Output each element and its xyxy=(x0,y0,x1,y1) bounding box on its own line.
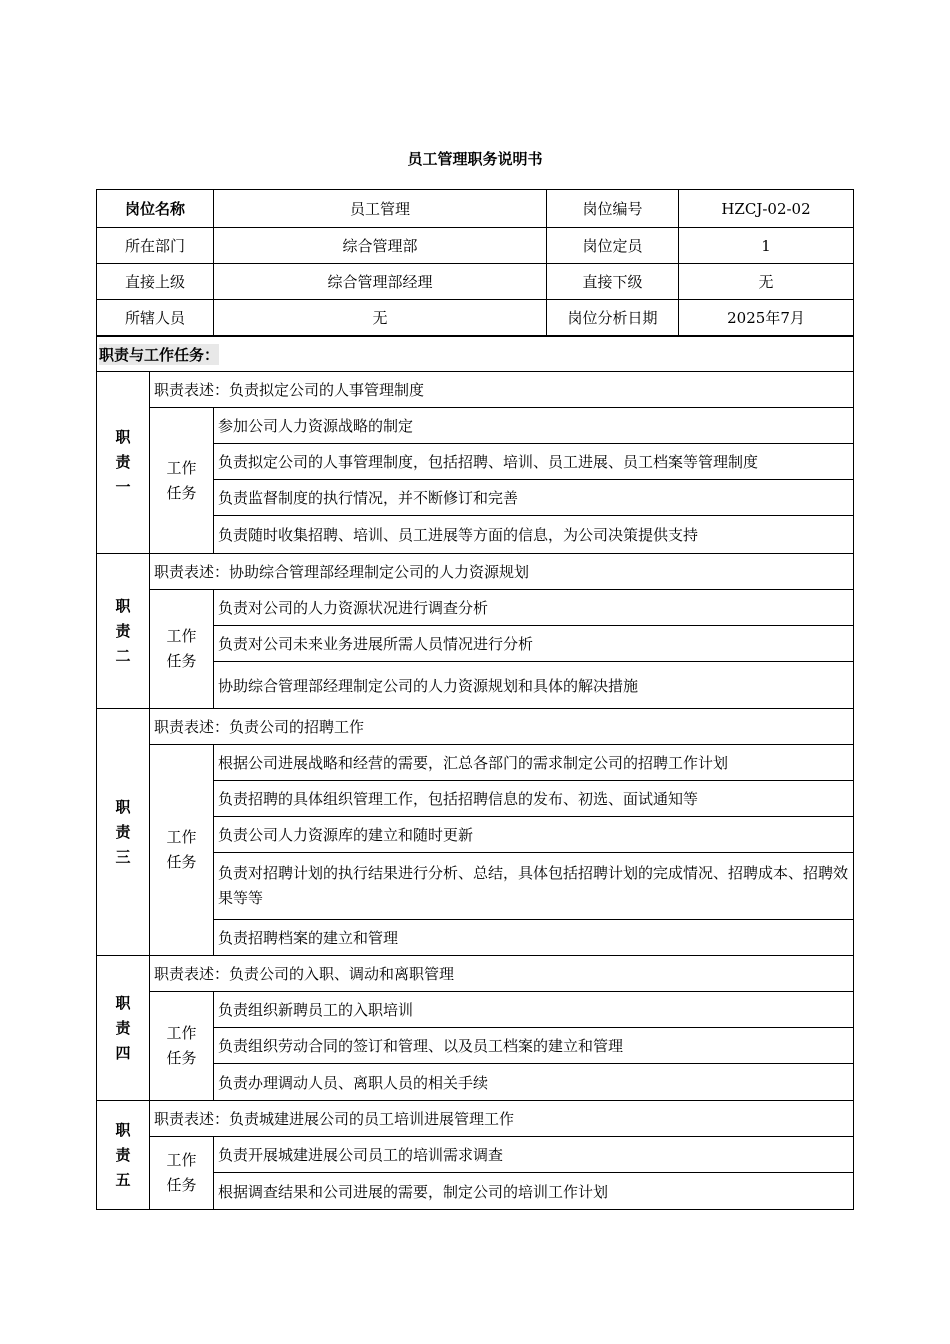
document-title: 员工管理职务说明书 xyxy=(407,150,543,168)
task-label: 工作 任务 xyxy=(150,590,214,709)
analysis-date-value: 2025年7月 xyxy=(679,300,853,336)
subordinate-value: 无 xyxy=(679,264,853,300)
post-code-label: 岗位编号 xyxy=(547,190,679,228)
job-description-table xyxy=(96,189,854,1210)
staff-value: 无 xyxy=(214,300,547,336)
task-label: 工作 任务 xyxy=(150,1137,214,1209)
task-label: 工作 任务 xyxy=(150,408,214,554)
post-name-label: 岗位名称 xyxy=(97,190,214,228)
task-item: 负责招聘的具体组织管理工作，包括招聘信息的发布、初选、面试通知等 xyxy=(214,781,853,817)
duty-label: 职 责 一 xyxy=(97,372,150,554)
subordinate-label: 直接下级 xyxy=(547,264,679,300)
task-item: 负责招聘档案的建立和管理 xyxy=(214,920,853,956)
task-item: 参加公司人力资源战略的制定 xyxy=(214,408,853,444)
task-item: 负责监督制度的执行情况，并不断修订和完善 xyxy=(214,480,853,516)
duty-statement: 职责表述：协助综合管理部经理制定公司的人力资源规划 xyxy=(150,554,853,590)
task-item: 负责组织新聘员工的入职培训 xyxy=(214,992,853,1028)
task-label: 工作 任务 xyxy=(150,745,214,956)
task-item: 负责随时收集招聘、培训、员工进展等方面的信息，为公司决策提供支持 xyxy=(214,516,853,554)
duty-label: 职 责 四 xyxy=(97,956,150,1101)
duty-statement: 职责表述：负责城建进展公司的员工培训进展管理工作 xyxy=(150,1101,853,1137)
task-item: 负责开展城建进展公司员工的培训需求调查 xyxy=(214,1137,853,1173)
task-item: 负责对公司未来业务进展所需人员情况进行分析 xyxy=(214,626,853,662)
department-label: 所在部门 xyxy=(97,228,214,264)
post-code-value: HZCJ-02-02 xyxy=(679,190,853,228)
duty-statement: 职责表述：负责公司的入职、调动和离职管理 xyxy=(150,956,853,992)
department-value: 综合管理部 xyxy=(214,228,547,264)
duty-statement: 职责表述：负责公司的招聘工作 xyxy=(150,709,853,745)
task-item: 根据公司进展战略和经营的需要，汇总各部门的需求制定公司的招聘工作计划 xyxy=(214,745,853,781)
superior-value: 综合管理部经理 xyxy=(214,264,547,300)
task-item: 协助综合管理部经理制定公司的人力资源规划和具体的解决措施 xyxy=(214,662,853,709)
task-item: 负责组织劳动合同的签订和管理、以及员工档案的建立和管理 xyxy=(214,1028,853,1064)
task-item: 负责对公司的人力资源状况进行调查分析 xyxy=(214,590,853,626)
duty-label: 职 责 三 xyxy=(97,709,150,956)
task-item: 负责办理调动人员、离职人员的相关手续 xyxy=(214,1064,853,1101)
section-title: 职责与工作任务： xyxy=(97,336,853,372)
task-item: 负责对招聘计划的执行结果进行分析、总结，具体包括招聘计划的完成情况、招聘成本、招聘效果等等 xyxy=(214,853,853,920)
post-name-value: 员工管理 xyxy=(214,190,547,228)
duty-label: 职 责 二 xyxy=(97,554,150,709)
task-item: 负责公司人力资源库的建立和随时更新 xyxy=(214,817,853,853)
staff-label: 所辖人员 xyxy=(97,300,214,336)
headcount-value: 1 xyxy=(679,228,853,264)
analysis-date-label: 岗位分析日期 xyxy=(547,300,679,336)
superior-label: 直接上级 xyxy=(97,264,214,300)
duty-statement: 职责表述：负责拟定公司的人事管理制度 xyxy=(150,372,853,408)
duty-label: 职 责 五 xyxy=(97,1101,150,1209)
task-item: 根据调查结果和公司进展的需要，制定公司的培训工作计划 xyxy=(218,1182,609,1201)
task-item: 负责拟定公司的人事管理制度，包括招聘、培训、员工进展、员工档案等管理制度 xyxy=(214,444,853,480)
task-label: 工作 任务 xyxy=(150,992,214,1101)
headcount-label: 岗位定员 xyxy=(547,228,679,264)
